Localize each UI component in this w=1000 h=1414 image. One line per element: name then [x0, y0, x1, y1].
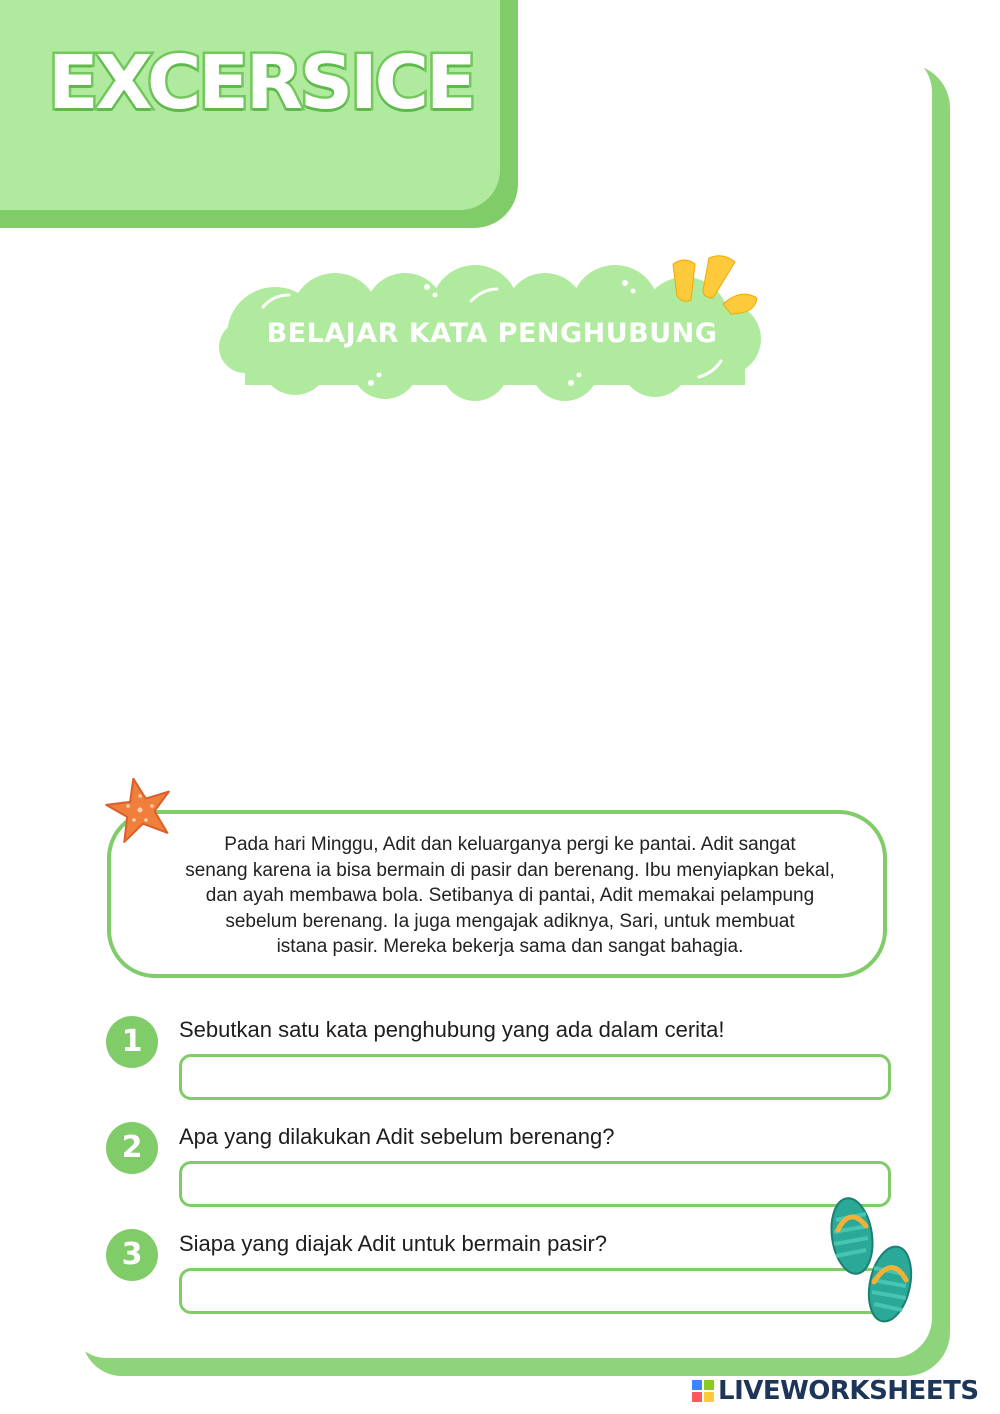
question-number-2: 2 — [106, 1122, 158, 1174]
banner-title: BELAJAR KATA PENGHUBUNG — [266, 318, 718, 349]
question-text-3: Siapa yang diajak Adit untuk bermain pasir? — [179, 1231, 608, 1256]
story-line: senang karena ia bisa bermain di pasir dan berenang. Ibu menyiapkan bekal, — [185, 859, 835, 881]
question-number-3: 3 — [106, 1229, 158, 1281]
page-title: EXCERSICE — [48, 40, 474, 126]
brand-footer — [692, 1374, 979, 1408]
sun-rays-icon — [665, 252, 765, 332]
answer-input-2[interactable] — [179, 1161, 891, 1207]
answer-input-3[interactable] — [179, 1268, 891, 1314]
question-text-1: Sebutkan satu kata penghubung yang ada dalam cerita! — [179, 1017, 725, 1042]
story-paragraph — [150, 832, 870, 960]
question-number-1: 1 — [106, 1016, 158, 1068]
story-line: Pada hari Minggu, Adit dan keluarganya pergi ke pantai. Adit sangat — [224, 834, 796, 855]
brand-name: LIVEWORKSHEETS — [718, 1376, 979, 1406]
answer-input-1[interactable] — [179, 1054, 891, 1100]
liveworksheets-logo-icon — [692, 1380, 714, 1402]
story-line: dan ayah membawa bola. Setibanya di pantai, Adit memakai pelampung — [205, 885, 815, 906]
story-line: istana pasir. Mereka bekerja sama dan sangat bahagia. — [276, 936, 744, 957]
question-text-2: Apa yang dilakukan Adit sebelum berenang? — [179, 1124, 615, 1149]
sandals-icon — [822, 1196, 922, 1328]
story-line: sebelum berenang. Ia juga mengajak adiknya, Sari, untuk membuat — [225, 910, 795, 932]
